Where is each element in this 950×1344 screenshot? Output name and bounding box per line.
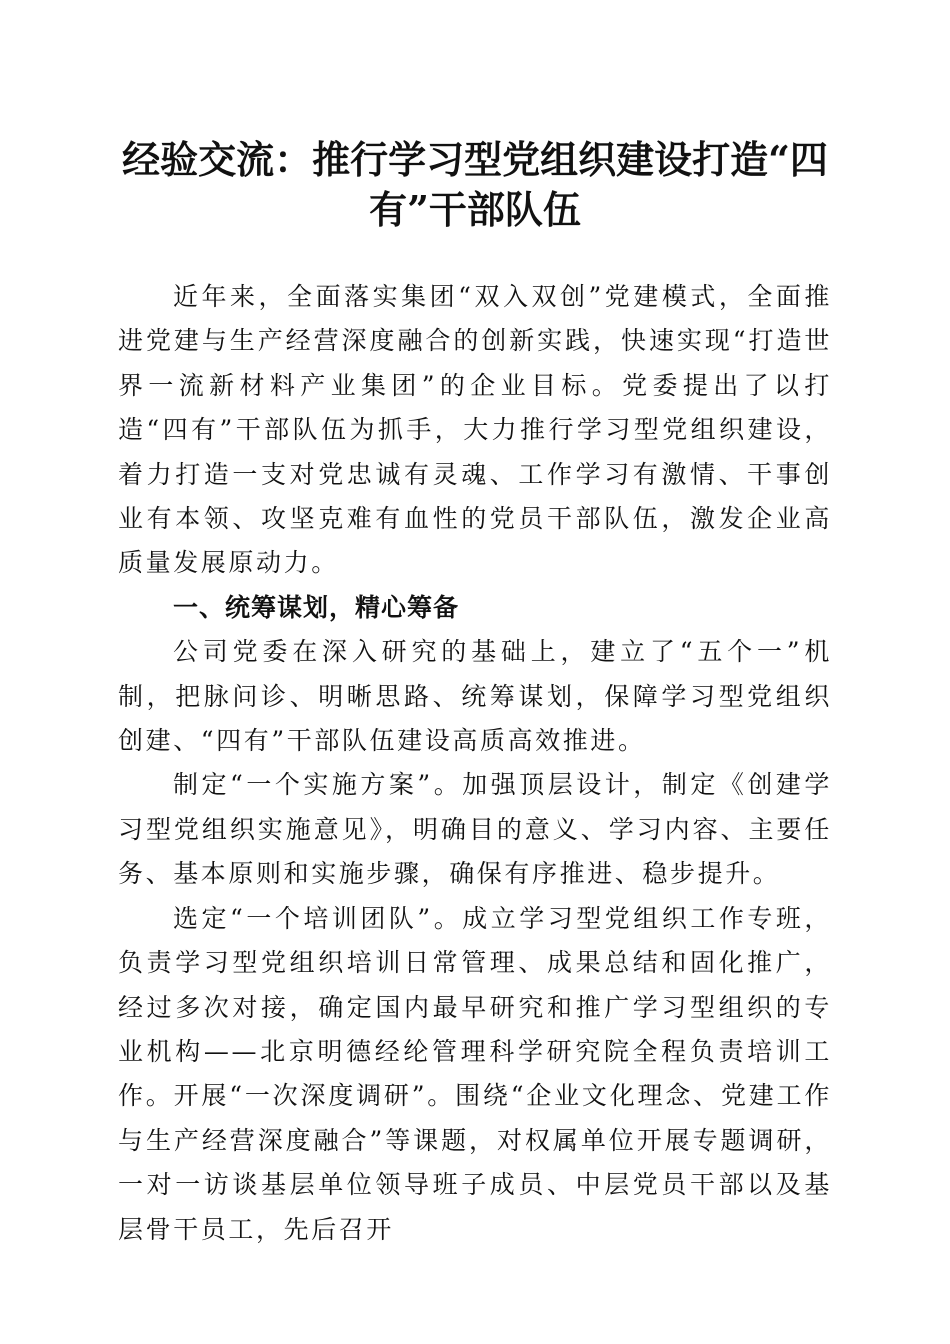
paragraph: 公司党委在深入研究的基础上，建立了“五个一”机制，把脉问诊、明晰思路、统筹谋划，保障学习型党组织创建、“四有”干部队伍建设高质高效推进。 [118, 637, 832, 756]
section-heading: 一、统筹谋划，精心筹备 [173, 592, 460, 622]
paragraph: 选定“一个培训团队”。成立学习型党组织工作专班，负责学习型党组织培训日常管理、成果总结和固化推广，经过多次对接，确定国内最早研究和推广学习型组织的专业机构——北京明德经纶管理科学研究院全程负责培训工作。开展“一次深度调研”。围绕“企业文化理念、党建工作与生产经营深度融合”等课题，对权属单位开展专题调研，一对一访谈基层单位领导班子成员、中层党员干部以及基层骨干员工，先后召开 [118, 903, 832, 1244]
document-body [118, 275, 832, 1252]
paragraph: 制定“一个实施方案”。加强顶层设计，制定《创建学习型党组织实施意见》，明确目的意义、学习内容、主要任务、基本原则和实施步骤，确保有序推进、稳步提升。 [118, 770, 832, 889]
paragraph-intro: 近年来，全面落实集团“双入双创”党建模式，全面推进党建与生产经营深度融合的创新实践，快速实现“打造世界一流新材料产业集团”的企业目标。党委提出了以打造“四有”干部队伍为抓手，大力推行学习型党组织建设，着力打造一支对党忠诚有灵魂、工作学习有激情、干事创业有本领、攻坚克难有血性的党员干部队伍，激发企业高质量发展原动力。 [118, 282, 832, 578]
document-title: 经验交流：推行学习型党组织建设打造“四有”干部队伍 [122, 137, 828, 232]
